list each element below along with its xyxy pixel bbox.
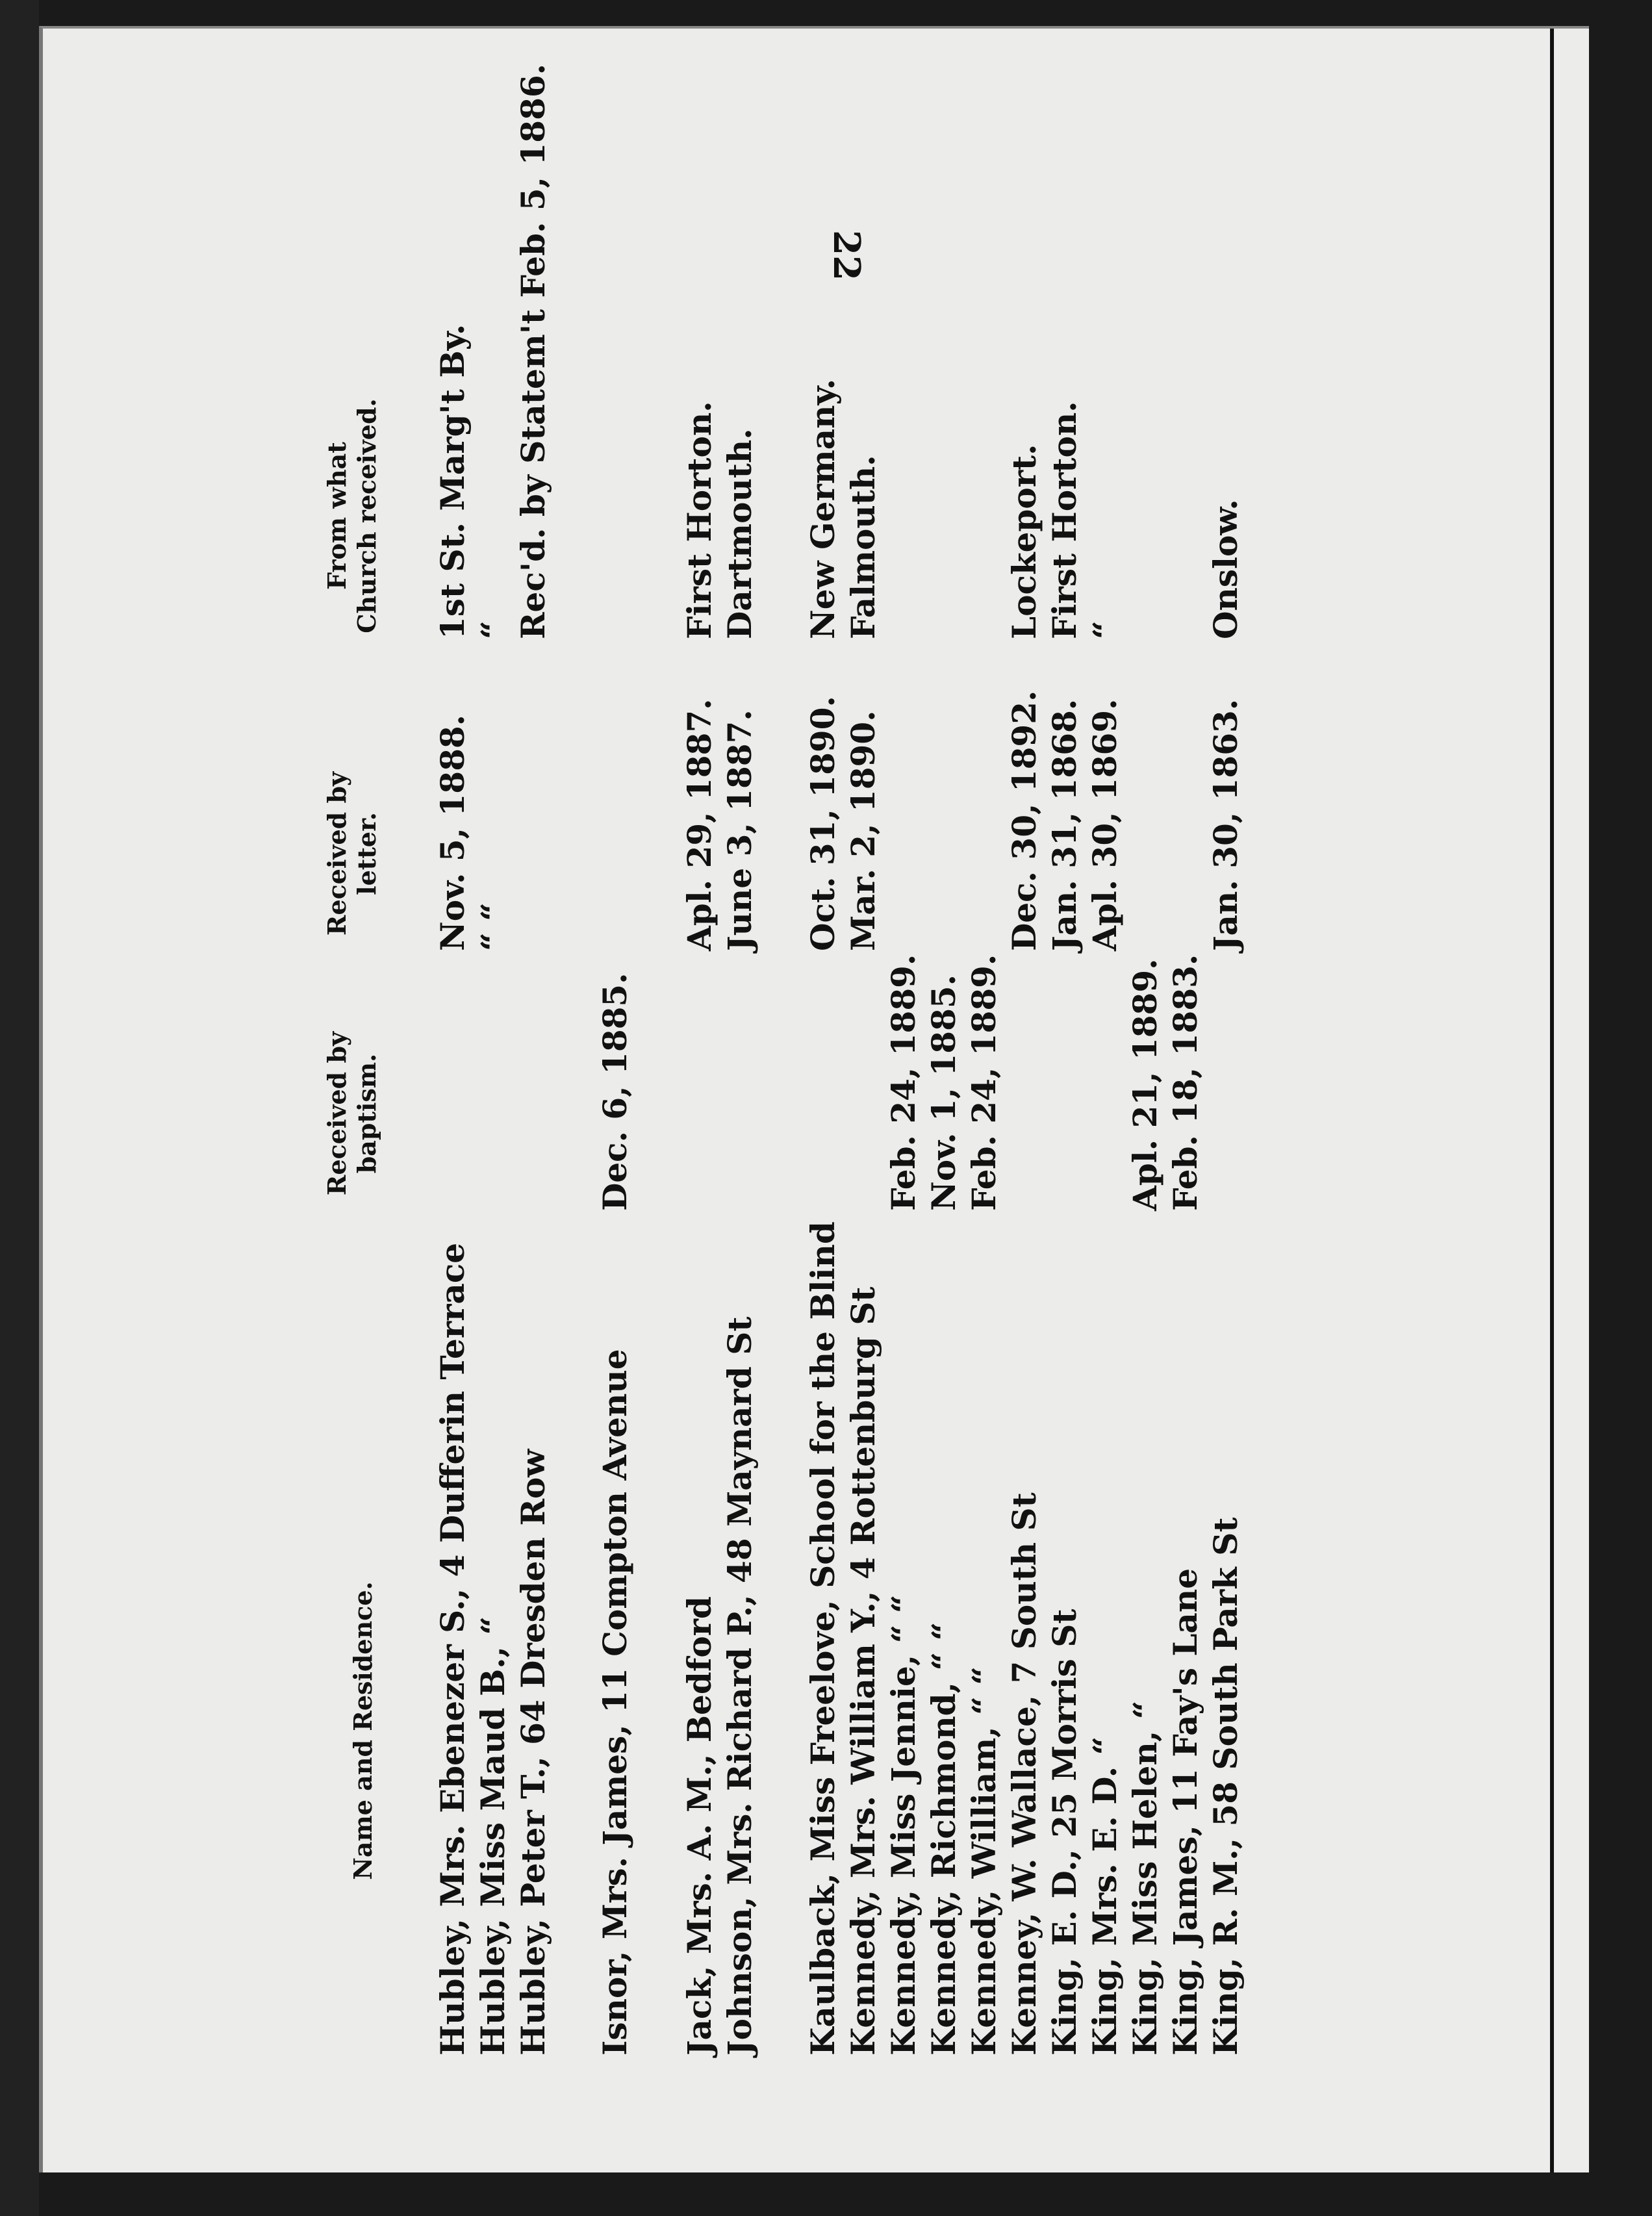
- church-from: “: [1086, 620, 1124, 639]
- table-row: [964, 301, 1004, 2056]
- letter-date: Nov. 5, 1888.: [433, 714, 472, 951]
- church-from: “: [474, 620, 512, 639]
- page-number: 22: [825, 230, 868, 281]
- header-baptism: Received by baptism.: [322, 1031, 381, 1196]
- baptism-date: Dec. 6, 1885.: [596, 973, 634, 1211]
- baptism-date: Nov. 1, 1885.: [924, 974, 963, 1211]
- member-name: King, Mrs. E. D. “: [1086, 1736, 1124, 2056]
- member-name: Kennedy, Miss Jennie, “ “: [884, 1594, 922, 2056]
- table-row: [680, 301, 720, 2056]
- table-row: [1004, 301, 1045, 2056]
- member-name: Hubley, Mrs. Ebenezer S., 4 Dufferin Terrace: [433, 1242, 472, 2056]
- member-name: King, James, 11 Fay's Lane: [1166, 1568, 1204, 2056]
- table-row: [473, 301, 513, 2056]
- left-page-edge: [0, 0, 39, 2216]
- table-row: [513, 63, 553, 2056]
- member-name: Johnson, Mrs. Richard P., 48 Maynard St: [720, 1316, 759, 2056]
- church-from: First Horton.: [680, 401, 718, 639]
- letter-date: Jan. 30, 1863.: [1206, 698, 1245, 951]
- member-name: Kennedy, Richmond, “ “: [924, 1622, 963, 2056]
- table-row: [1206, 301, 1246, 2056]
- table-row: [1125, 301, 1165, 2056]
- baptism-date: Feb. 24, 1889.: [965, 954, 1003, 1211]
- table-row: [883, 301, 924, 2056]
- header-church: From what Church received.: [322, 398, 381, 633]
- table-row: [433, 301, 473, 2056]
- church-from: Onslow.: [1206, 499, 1245, 639]
- letter-date: Mar. 2, 1890.: [844, 710, 882, 951]
- table-row: [1085, 301, 1125, 2056]
- table-row: [595, 301, 635, 2056]
- member-name: Hubley, Peter T., 64 Dresden Row: [514, 1449, 552, 2056]
- member-name: Hubley, Miss Maud B., “: [474, 1616, 512, 2056]
- table-row: [1045, 301, 1085, 2056]
- member-name: Isnor, Mrs. James, 11 Compton Avenue: [596, 1349, 634, 2056]
- header-letter: Received by letter.: [322, 771, 381, 936]
- member-name: Kennedy, Mrs. William Y., 4 Rottenburg St: [844, 1286, 882, 2056]
- ledger-page: [39, 26, 1589, 2172]
- church-from: Dartmouth.: [720, 428, 759, 639]
- baptism-date: Feb. 24, 1889.: [884, 954, 922, 1211]
- letter-date: Dec. 30, 1892.: [1005, 690, 1043, 951]
- member-name: Kennedy, William, “ “: [965, 1666, 1003, 2056]
- header-name: Name and Residence.: [348, 1581, 377, 1880]
- table-row: [924, 301, 964, 2056]
- binding-line: [1550, 29, 1554, 2172]
- church-from: Rec'd. by Statem't Feb. 5, 1886.: [514, 63, 552, 639]
- letter-date: June 3, 1887.: [720, 709, 759, 951]
- table-row: [803, 301, 843, 2056]
- baptism-date: Feb. 18, 1883.: [1166, 954, 1204, 1211]
- church-from: First Horton.: [1045, 401, 1084, 639]
- table-row: [843, 301, 883, 2056]
- letter-date: “ “: [474, 902, 512, 951]
- letter-date: Apl. 30, 1869.: [1086, 698, 1124, 951]
- letter-date: Oct. 31, 1890.: [804, 696, 842, 951]
- church-from: Falmouth.: [844, 455, 882, 639]
- baptism-date: Apl. 21, 1889.: [1126, 958, 1164, 1211]
- table-row: [1165, 301, 1206, 2056]
- letter-date: Apl. 29, 1887.: [680, 698, 718, 951]
- member-name: Kaulback, Miss Freelove, School for the Blind: [804, 1221, 842, 2056]
- church-from: Lockeport.: [1005, 444, 1043, 639]
- letter-date: Jan. 31, 1868.: [1045, 698, 1084, 951]
- table-row: [720, 301, 760, 2056]
- church-from: 1st St. Marg't By.: [433, 324, 472, 639]
- church-from: New Germany.: [804, 378, 842, 639]
- member-name: King, E. D., 25 Morris St: [1045, 1609, 1084, 2056]
- member-name: King, Miss Helen, “: [1126, 1700, 1164, 2056]
- member-name: King, R. M., 58 South Park St: [1206, 1517, 1245, 2056]
- member-name: Kenney, W. Wallace, 7 South St: [1005, 1492, 1043, 2056]
- member-name: Jack, Mrs. A. M., Bedford: [680, 1596, 718, 2056]
